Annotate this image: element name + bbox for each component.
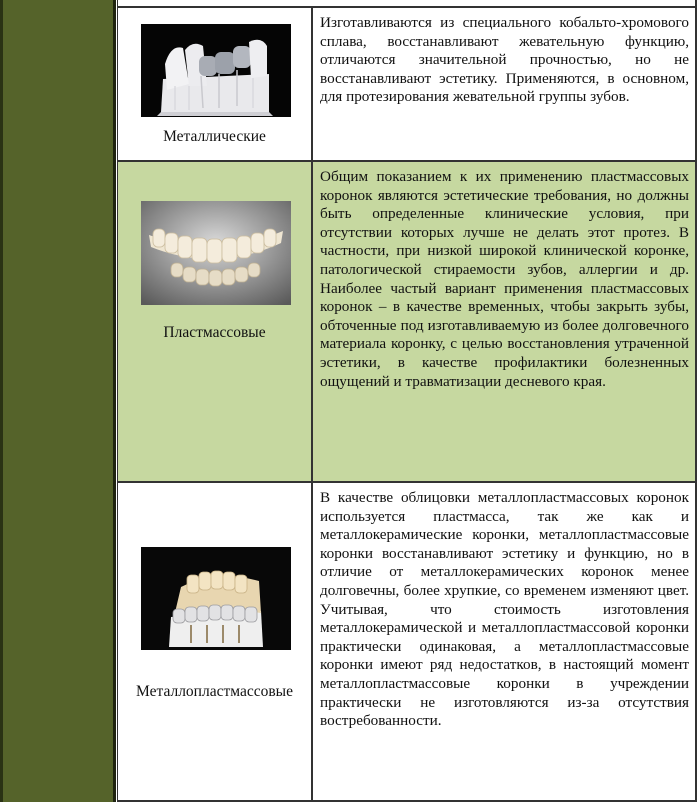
row-title: Металлические [163,128,266,145]
row-description: Изготавливаются из специального кобальто-хромового сплава, восстанавливают жевательную функцию, отличаются значительной прочностью, но не восстанавливают эстетику. Применяются, в основном, для протезирования жевательной группы зубов. [320,14,689,106]
crown-types-table [117,0,697,802]
image-cell [118,8,313,160]
table-row-metal-plastic [118,483,695,802]
table-top-strip [118,0,695,8]
row-description: В качестве облицовки металлопластмассовых коронок используется пластмасса, так же как и металлокерамические коронки, металлопластмассовые коронки восстанавливают эстетику и функцию, но в отличие от металлокерамических коронок менее долговечны, более хрупкие, со временем изменяют цвет. Учитывая, что стоимость изготовления металлокерамической и металлопластмассовой коронки практически одинаковая, а металлопластмассовые коронки имеют ряд недостатков, в настоящий момент металлопластмассовые коронки в учреждении практически не изготовляются из-за отсутствия востребованности. [320,489,689,730]
row-title: Пластмассовые [163,324,266,341]
plastic-crowns-photo [141,201,291,305]
row-title: Металлопластмассовые [136,683,293,700]
image-cell [118,162,313,481]
left-decorative-bar [0,0,116,802]
table-row-plastic [118,162,695,483]
metal-plastic-crowns-photo [141,547,291,650]
metal-crowns-photo [141,24,291,117]
table-row-metal [118,8,695,162]
row-description: Общим показанием к их применению пластмассовых коронок являются эстетические требования, но должны быть определенные клинические условия, при отсутствии которых лучше не делать этот протез. В частности, при низкой широкой клинической коронке, патологической стираемости зубов, аллергии и др. Наиболее частый вариант применения пластмассовых коронок – в качестве временных, чтобы закрыть зубы, обточенные под изготавливаемую из более долговечного материала коронку, с целью восстановления утраченной эстетики, в качестве профилактики болезненных ощущений и травматизации десневого края. [320,168,689,390]
image-cell [118,483,313,800]
